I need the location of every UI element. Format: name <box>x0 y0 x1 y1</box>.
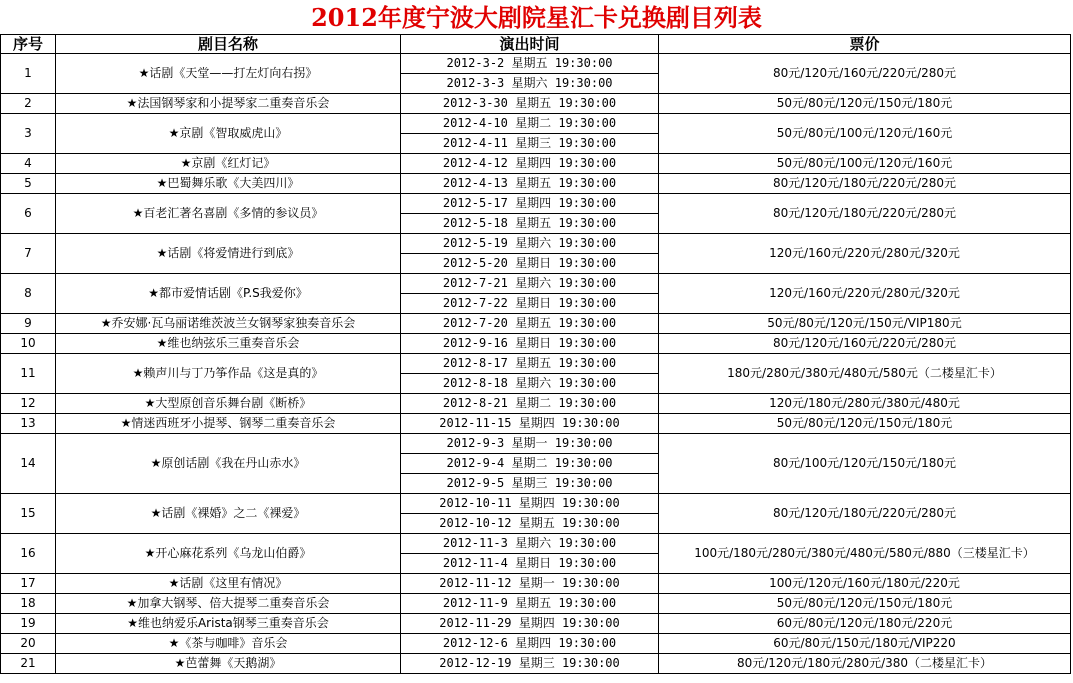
row-number: 15 <box>1 494 56 534</box>
program-name: ★大型原创音乐舞台剧《断桥》 <box>56 394 401 414</box>
row-number: 9 <box>1 314 56 334</box>
program-name: ★话剧《天堂——打左灯向右拐》 <box>56 54 401 94</box>
table-row <box>1 114 1071 134</box>
header-program: 剧目名称 <box>56 35 401 54</box>
ticket-price: 180元/280元/380元/480元/580元（二楼星汇卡） <box>659 354 1071 394</box>
program-name: ★话剧《这里有情况》 <box>56 574 401 594</box>
program-name: ★维也纳弦乐三重奏音乐会 <box>56 334 401 354</box>
program-name: ★百老汇著名喜剧《多情的参议员》 <box>56 194 401 234</box>
show-time: 2012-5-20 星期日 19:30:00 <box>401 254 659 274</box>
ticket-price: 50元/80元/100元/120元/160元 <box>659 154 1071 174</box>
program-name: ★法国钢琴家和小提琴家二重奏音乐会 <box>56 94 401 114</box>
row-number: 6 <box>1 194 56 234</box>
page-title: 2012年度宁波大剧院星汇卡兑换剧目列表 <box>311 3 762 32</box>
program-name: ★维也纳爱乐Arista钢琴三重奏音乐会 <box>56 614 401 634</box>
table-row <box>1 194 1071 214</box>
show-time: 2012-8-18 星期六 19:30:00 <box>401 374 659 394</box>
row-number: 14 <box>1 434 56 494</box>
row-number: 11 <box>1 354 56 394</box>
program-name: ★话剧《裸婚》之二《裸爱》 <box>56 494 401 534</box>
ticket-price: 50元/80元/120元/150元/180元 <box>659 94 1071 114</box>
show-time: 2012-3-3 星期六 19:30:00 <box>401 74 659 94</box>
ticket-price: 60元/80元/120元/180元/220元 <box>659 614 1071 634</box>
show-time: 2012-11-15 星期四 19:30:00 <box>401 414 659 434</box>
table-row <box>1 414 1071 434</box>
table-row <box>1 154 1071 174</box>
show-time: 2012-8-17 星期五 19:30:00 <box>401 354 659 374</box>
show-time: 2012-11-12 星期一 19:30:00 <box>401 574 659 594</box>
show-time: 2012-9-5 星期三 19:30:00 <box>401 474 659 494</box>
ticket-price: 80元/120元/180元/220元/280元 <box>659 494 1071 534</box>
table-body <box>1 54 1071 674</box>
row-number: 7 <box>1 234 56 274</box>
table-header-row <box>1 35 1071 54</box>
ticket-price: 120元/160元/220元/280元/320元 <box>659 234 1071 274</box>
table-row <box>1 334 1071 354</box>
show-time: 2012-10-12 星期五 19:30:00 <box>401 514 659 534</box>
table-row <box>1 634 1071 654</box>
program-name: ★话剧《将爱情进行到底》 <box>56 234 401 274</box>
row-number: 5 <box>1 174 56 194</box>
table-row <box>1 274 1071 294</box>
table-row <box>1 54 1071 74</box>
show-time: 2012-11-29 星期四 19:30:00 <box>401 614 659 634</box>
row-number: 2 <box>1 94 56 114</box>
show-time: 2012-5-19 星期六 19:30:00 <box>401 234 659 254</box>
program-name: ★开心麻花系列《乌龙山伯爵》 <box>56 534 401 574</box>
show-time: 2012-4-13 星期五 19:30:00 <box>401 174 659 194</box>
show-time: 2012-3-30 星期五 19:30:00 <box>401 94 659 114</box>
table-row <box>1 594 1071 614</box>
row-number: 1 <box>1 54 56 94</box>
show-time: 2012-11-9 星期五 19:30:00 <box>401 594 659 614</box>
program-name: ★京剧《红灯记》 <box>56 154 401 174</box>
program-table <box>0 34 1071 674</box>
show-time: 2012-11-3 星期六 19:30:00 <box>401 534 659 554</box>
table-row <box>1 394 1071 414</box>
program-name: ★《茶与咖啡》音乐会 <box>56 634 401 654</box>
header-time: 演出时间 <box>401 35 659 54</box>
row-number: 8 <box>1 274 56 314</box>
ticket-price: 80元/120元/160元/220元/280元 <box>659 54 1071 94</box>
program-name: ★都市爱情话剧《P.S我爱你》 <box>56 274 401 314</box>
ticket-price: 80元/120元/180元/220元/280元 <box>659 194 1071 234</box>
show-time: 2012-7-21 星期六 19:30:00 <box>401 274 659 294</box>
row-number: 10 <box>1 334 56 354</box>
ticket-price: 80元/120元/180元/280元/380（二楼星汇卡） <box>659 654 1071 674</box>
row-number: 18 <box>1 594 56 614</box>
ticket-price: 100元/180元/280元/380元/480元/580元/880（三楼星汇卡） <box>659 534 1071 574</box>
show-time: 2012-4-12 星期四 19:30:00 <box>401 154 659 174</box>
show-time: 2012-12-19 星期三 19:30:00 <box>401 654 659 674</box>
row-number: 12 <box>1 394 56 414</box>
table-row <box>1 234 1071 254</box>
show-time: 2012-12-6 星期四 19:30:00 <box>401 634 659 654</box>
header-no: 序号 <box>1 35 56 54</box>
table-row <box>1 354 1071 374</box>
row-number: 19 <box>1 614 56 634</box>
show-time: 2012-8-21 星期二 19:30:00 <box>401 394 659 414</box>
ticket-price: 60元/80元/150元/180元/VIP220 <box>659 634 1071 654</box>
ticket-price: 120元/180元/280元/380元/480元 <box>659 394 1071 414</box>
row-number: 13 <box>1 414 56 434</box>
row-number: 21 <box>1 654 56 674</box>
table-row <box>1 94 1071 114</box>
ticket-price: 50元/80元/120元/150元/VIP180元 <box>659 314 1071 334</box>
show-time: 2012-10-11 星期四 19:30:00 <box>401 494 659 514</box>
ticket-price: 80元/120元/160元/220元/280元 <box>659 334 1071 354</box>
program-name: ★芭蕾舞《天鹅湖》 <box>56 654 401 674</box>
program-name: ★巴蜀舞乐歌《大美四川》 <box>56 174 401 194</box>
table-row <box>1 574 1071 594</box>
row-number: 3 <box>1 114 56 154</box>
show-time: 2012-7-20 星期五 19:30:00 <box>401 314 659 334</box>
ticket-price: 120元/160元/220元/280元/320元 <box>659 274 1071 314</box>
show-time: 2012-3-2 星期五 19:30:00 <box>401 54 659 74</box>
show-time: 2012-11-4 星期日 19:30:00 <box>401 554 659 574</box>
table-row <box>1 494 1071 514</box>
table-row <box>1 314 1071 334</box>
program-name: ★乔安娜·瓦乌丽诺维茨波兰女钢琴家独奏音乐会 <box>56 314 401 334</box>
row-number: 16 <box>1 534 56 574</box>
show-time: 2012-5-17 星期四 19:30:00 <box>401 194 659 214</box>
ticket-price: 80元/100元/120元/150元/180元 <box>659 434 1071 494</box>
ticket-price: 80元/120元/180元/220元/280元 <box>659 174 1071 194</box>
row-number: 20 <box>1 634 56 654</box>
ticket-price: 50元/80元/120元/150元/180元 <box>659 414 1071 434</box>
table-row <box>1 434 1071 454</box>
show-time: 2012-7-22 星期日 19:30:00 <box>401 294 659 314</box>
show-time: 2012-9-4 星期二 19:30:00 <box>401 454 659 474</box>
table-row <box>1 654 1071 674</box>
show-time: 2012-5-18 星期五 19:30:00 <box>401 214 659 234</box>
show-time: 2012-9-3 星期一 19:30:00 <box>401 434 659 454</box>
ticket-price: 100元/120元/160元/180元/220元 <box>659 574 1071 594</box>
table-row <box>1 614 1071 634</box>
program-name: ★赖声川与丁乃筝作品《这是真的》 <box>56 354 401 394</box>
ticket-price: 50元/80元/120元/150元/180元 <box>659 594 1071 614</box>
table-row <box>1 174 1071 194</box>
header-price: 票价 <box>659 35 1071 54</box>
show-time: 2012-4-11 星期三 19:30:00 <box>401 134 659 154</box>
ticket-price: 50元/80元/100元/120元/160元 <box>659 114 1071 154</box>
program-name: ★原创话剧《我在丹山赤水》 <box>56 434 401 494</box>
program-name: ★京剧《智取威虎山》 <box>56 114 401 154</box>
show-time: 2012-9-16 星期日 19:30:00 <box>401 334 659 354</box>
program-name: ★情迷西班牙小提琴、钢琴二重奏音乐会 <box>56 414 401 434</box>
program-name: ★加拿大钢琴、倍大提琴二重奏音乐会 <box>56 594 401 614</box>
row-number: 4 <box>1 154 56 174</box>
table-row <box>1 534 1071 554</box>
show-time: 2012-4-10 星期二 19:30:00 <box>401 114 659 134</box>
row-number: 17 <box>1 574 56 594</box>
